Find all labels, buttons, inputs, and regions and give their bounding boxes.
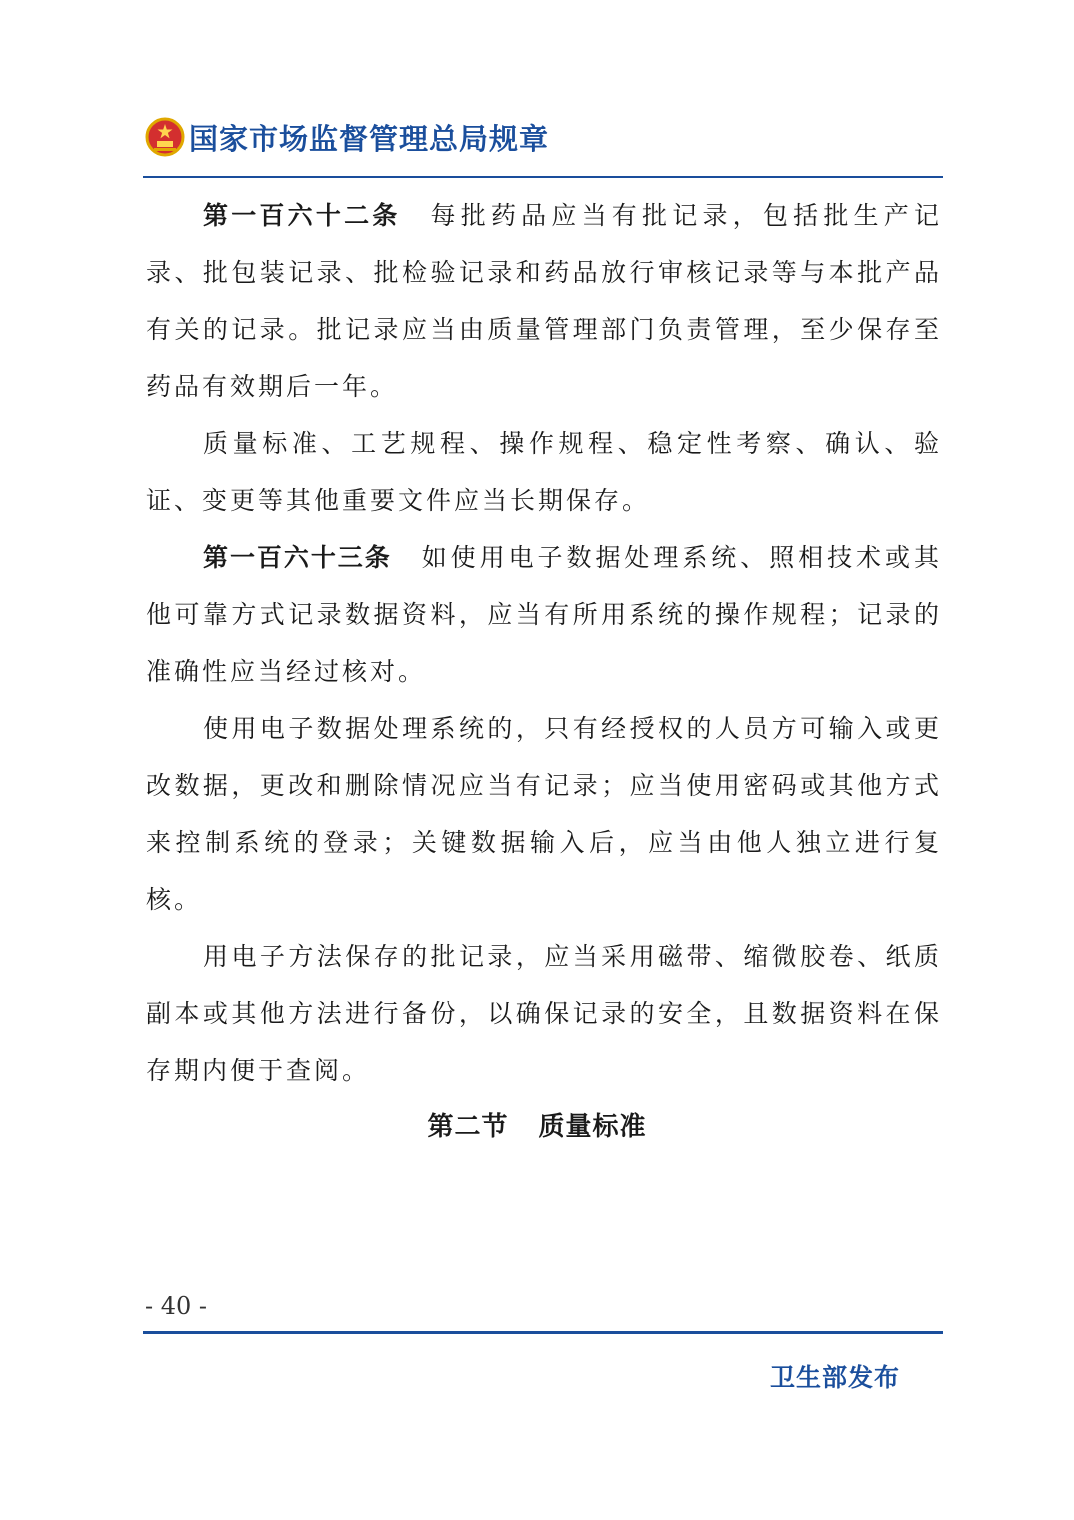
header-title: 国家市场监督管理总局规章 xyxy=(189,121,550,156)
article-text: 如使用电子数据处理系统、照相技术或其他可靠方式记录数据资料，应当有所用系统的操作规程；记录的准确性应当经过核对。 xyxy=(146,543,942,686)
article-paragraph xyxy=(146,187,942,415)
national-emblem-icon xyxy=(145,117,185,157)
article-heading: 第一百六十三条 xyxy=(203,543,392,572)
article-paragraph: 用电子方法保存的批记录，应当采用磁带、缩微胶卷、纸质副本或其他方法进行备份，以确保记录的安全，且数据资料在保存期内便于查阅。 xyxy=(146,942,942,1085)
article-paragraph: 质量标准、工艺规程、操作规程、稳定性考察、确认、验证、变更等其他重要文件应当长期保存。 xyxy=(146,429,942,515)
section-number: 第二节 xyxy=(427,1112,509,1142)
section-title: 质量标准 xyxy=(538,1112,647,1142)
article-paragraph xyxy=(146,529,942,700)
document-body xyxy=(146,187,942,1099)
header-divider xyxy=(143,176,943,178)
footer-divider xyxy=(143,1331,943,1334)
article-paragraph: 使用电子数据处理系统的，只有经授权的人员方可输入或更改数据，更改和删除情况应当有记录；应当使用密码或其他方式来控制系统的登录；关键数据输入后，应当由他人独立进行复核。 xyxy=(146,714,942,914)
page-header xyxy=(145,112,549,162)
publisher-label: 卫生部发布 xyxy=(769,1363,900,1392)
article-text: 每批药品应当有批记录，包括批生产记录、批包装记录、批检验记录和药品放行审核记录等与本批产品有关的记录。批记录应当由质量管理部门负责管理，至少保存至药品有效期后一年。 xyxy=(146,201,942,401)
page-number: - 40 - xyxy=(145,1292,208,1320)
article-heading: 第一百六十二条 xyxy=(203,201,401,230)
section-heading xyxy=(0,1106,1074,1143)
